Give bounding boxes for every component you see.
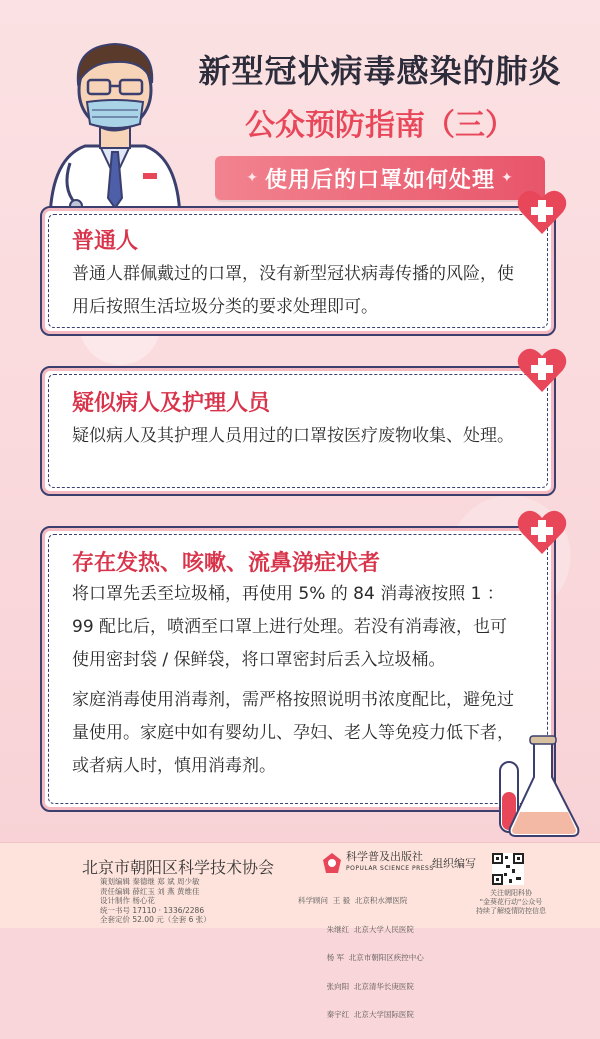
sparkle-icon: ✦	[246, 170, 259, 186]
credit-line: 策划编辑 秦德继 郑 斌 周少敏	[100, 877, 200, 886]
footer	[0, 842, 600, 1019]
compiled-label: 组织编写	[432, 857, 476, 870]
credit-line: 统一书号 17110 · 1336/2286	[100, 905, 205, 915]
credit-line: 杨 军 北京市朝阳区疾控中心	[298, 953, 424, 962]
credits-advisors	[298, 877, 424, 1039]
credit-line: 秦宇红 北京大学国际医院	[298, 1010, 414, 1019]
sparkle-icon: ✦	[501, 170, 514, 186]
doctor-illustration	[40, 28, 190, 218]
publisher-name: 科学普及出版社	[346, 850, 423, 863]
card-text: 家庭消毒使用消毒剂，需严格按照说明书浓度配比，避免过量使用。家庭中如有婴幼儿、孕妇、老人等免疫力低下者，或者病人时，慎用消毒剂。	[72, 690, 514, 776]
credit-line: 设计制作 杨心花	[100, 896, 155, 905]
card-text: 普通人群佩戴过的口罩，没有新型冠状病毒传播的风险，使用后按照生活垃圾分类的要求处理即可。	[72, 264, 514, 317]
card-title: 存在发热、咳嗽、流鼻涕症状者	[72, 551, 381, 576]
qr-note-line: 持续了解疫情防控信息	[476, 907, 546, 915]
credit-line: 张向阳 北京清华长庚医院	[298, 981, 414, 991]
card-title: 疑似病人及护理人员	[72, 391, 271, 416]
heart-plus-icon	[516, 508, 568, 556]
heart-plus-icon	[516, 188, 568, 236]
section-ribbon	[215, 156, 545, 200]
info-card-suspected	[40, 366, 556, 496]
info-card-ordinary	[40, 206, 556, 336]
qr-note	[470, 889, 552, 916]
heart-plus-icon	[516, 346, 568, 394]
card-title: 普通人	[72, 229, 139, 254]
page-subtitle: 公众预防指南（三）	[245, 108, 515, 143]
publisher-name-en: POPULAR SCIENCE PRESS	[346, 865, 434, 872]
credit-line: 科学顾问 王 毅 北京积水潭医院	[298, 896, 408, 905]
credit-line: 责任编辑 薛红玉 刘 燕 黄维佳	[100, 886, 200, 896]
qr-note-line: 关注朝阳科协	[490, 889, 532, 897]
lab-flask-icon	[494, 732, 586, 840]
footer-organization: 北京市朝阳区科学技术协会	[82, 858, 275, 877]
ribbon-label: 使用后的口罩如何处理	[264, 167, 495, 193]
qr-code[interactable]	[492, 853, 524, 885]
credit-line: 全套定价 52.00 元（全套 6 张）	[100, 915, 211, 924]
info-card-symptomatic	[40, 526, 556, 812]
card-text: 将口罩先丢至垃圾桶，再使用 5% 的 84 消毒液按照 1 ： 99 配比后，喷洒至口罩上进行处理。若没有消毒液，也可使用密封袋 / 保鲜袋，将口罩密封后丢入垃圾桶。	[72, 584, 508, 670]
card-text: 疑似病人及其护理人员用过的口罩按医疗废物收集、处理。	[72, 426, 514, 446]
publisher	[322, 851, 434, 875]
qr-note-line: "金葵花行动"公众号	[479, 898, 543, 906]
page-title: 新型冠状病毒感染的肺炎	[198, 52, 562, 90]
publisher-logo-icon	[322, 852, 342, 874]
credits-editors	[100, 877, 211, 925]
credit-line: 朱继红 北京大学人民医院	[298, 924, 414, 934]
